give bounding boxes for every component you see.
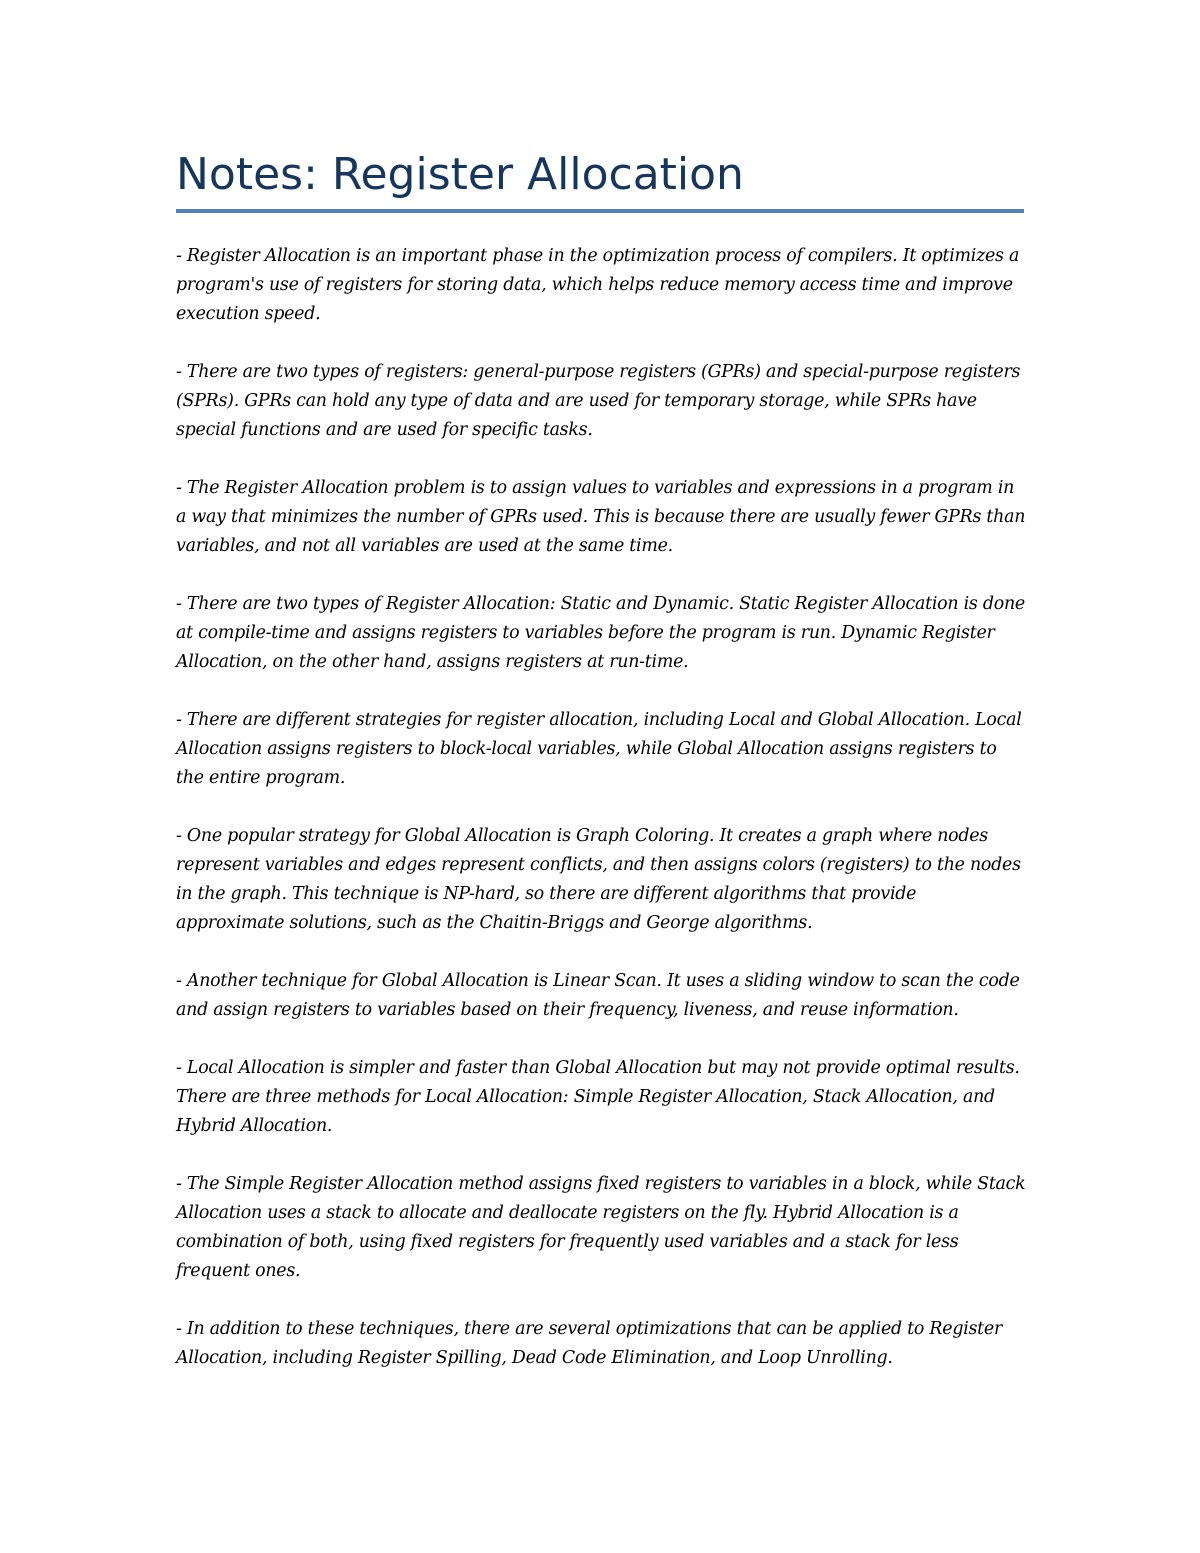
note-paragraph: - Register Allocation is an important phase in the optimization process of compilers. It optimizes a program's use of registers for storing data, which helps reduce memory access time and improve execution speed. <box>176 246 1020 324</box>
title-underline-rule <box>176 209 1024 213</box>
note-paragraph: - There are different strategies for register allocation, including Local and Global Allocation. Local Allocation assigns registers to block-local variables, while Global Allocation assigns registers to the entire program. <box>176 710 1022 788</box>
notes-body <box>176 242 1026 1402</box>
page-title: Notes: Register Allocation <box>176 149 744 200</box>
note-paragraph: - There are two types of Register Allocation: Static and Dynamic. Static Register Allocation is done at compile-time and assigns registers to variables before the program is run. Dynamic Register Allocation, on the other hand, assigns registers at run-time. <box>176 594 1025 672</box>
note-paragraph: - The Register Allocation problem is to assign values to variables and expressions in a program in a way that minimizes the number of GPRs used. This is because there are usually fewer GPRs than variables, and not all variables are used at the same time. <box>176 478 1026 556</box>
note-paragraph: - There are two types of registers: general-purpose registers (GPRs) and special-purpose registers (SPRs). GPRs can hold any type of data and are used for temporary storage, while SPRs have special functions and are used for specific tasks. <box>176 362 1021 440</box>
note-paragraph: - One popular strategy for Global Allocation is Graph Coloring. It creates a graph where nodes represent variables and edges represent conflicts, and then assigns colors (registers) to the nodes in the graph. This technique is NP-hard, so there are different algorithms that provide approximate solutions, such as the Chaitin-Briggs and George algorithms. <box>176 826 1021 933</box>
note-paragraph: - The Simple Register Allocation method assigns fixed registers to variables in a block, while Stack Allocation uses a stack to allocate and deallocate registers on the fly. Hybrid Allocation is a combination of both, using fixed registers for frequently used variables and a stack for less frequent ones. <box>176 1174 1026 1281</box>
note-paragraph: - Another technique for Global Allocation is Linear Scan. It uses a sliding window to scan the code and assign registers to variables based on their frequency, liveness, and reuse information. <box>176 971 1020 1020</box>
note-paragraph: - In addition to these techniques, there are several optimizations that can be applied to Register Allocation, including Register Spilling, Dead Code Elimination, and Loop Unrolling. <box>176 1319 1003 1368</box>
note-paragraph: - Local Allocation is simpler and faster than Global Allocation but may not provide optimal results. There are three methods for Local Allocation: Simple Register Allocation, Stack Allocation, and Hybrid Allocation. <box>176 1058 1020 1136</box>
